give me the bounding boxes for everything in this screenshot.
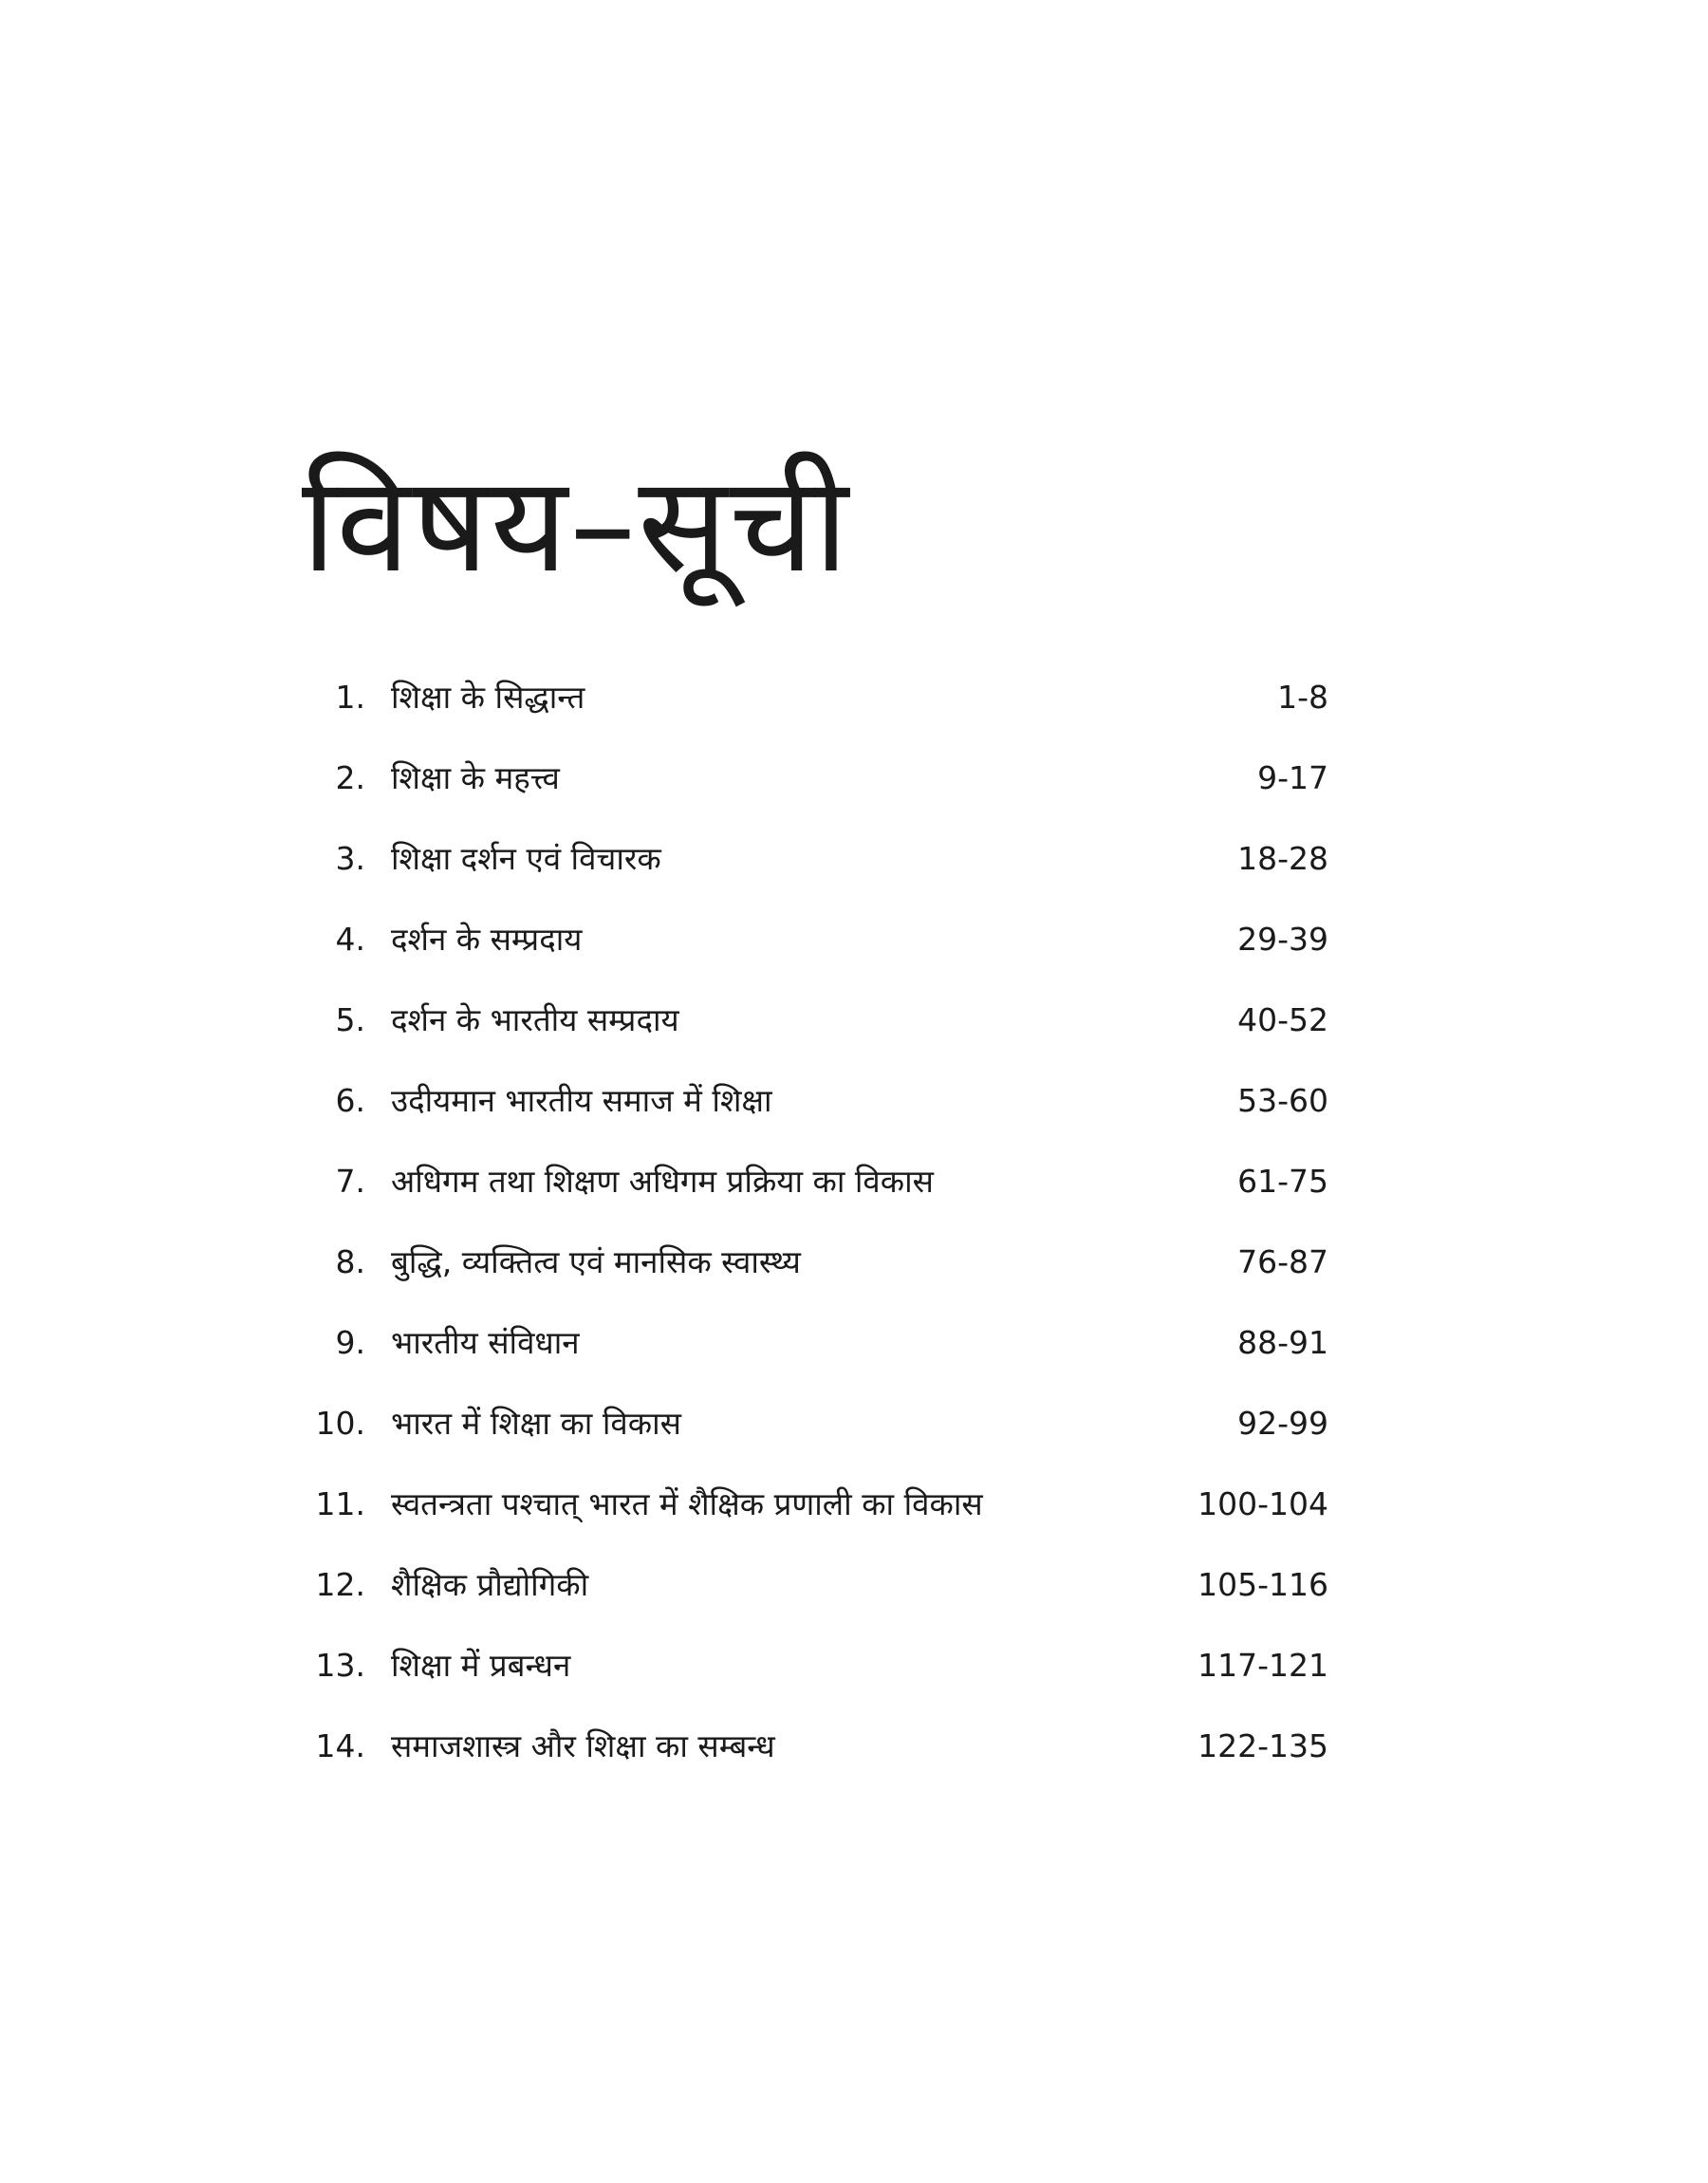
toc-entry-pages: 53-60 [1237,1082,1328,1119]
toc-entry-pages: 18-28 [1237,840,1328,877]
toc-entry-title: शिक्षा के महत्त्व [391,759,560,796]
page-title: विषय–सूची [302,447,851,603]
toc-entry-number: 3. [335,840,365,877]
toc-entry-number: 14. [315,1727,365,1764]
toc-entry-title: शिक्षा के सिद्धान्त [391,679,585,716]
toc-entry[interactable] [304,750,1328,830]
toc-entry-number: 2. [335,759,365,796]
toc-entry-number: 11. [315,1485,365,1522]
toc-entry-number: 12. [315,1566,365,1603]
toc-entry-pages: 100-104 [1197,1485,1328,1522]
toc-entry-pages: 9-17 [1257,759,1328,796]
toc-entry-pages: 122-135 [1197,1727,1328,1764]
toc-entry-pages: 29-39 [1237,921,1328,958]
toc-entry-pages: 105-116 [1197,1566,1328,1603]
toc-entry[interactable] [304,1234,1328,1315]
toc-entry-title: शैक्षिक प्रौद्योगिकी [391,1566,589,1603]
toc-entry[interactable] [304,830,1328,911]
toc-entry-title: स्वतन्त्रता पश्चात् भारत में शैक्षिक प्रणाली का विकास [391,1485,983,1522]
toc-entry-pages: 117-121 [1197,1647,1328,1684]
toc-entry-pages: 92-99 [1237,1405,1328,1442]
toc-entry-number: 4. [335,921,365,958]
toc-entry-pages: 1-8 [1277,679,1328,716]
toc-entry[interactable] [304,911,1328,992]
table-of-contents [304,669,1328,1799]
toc-entry-number: 7. [335,1163,365,1200]
toc-entry-number: 13. [315,1647,365,1684]
toc-entry[interactable] [304,669,1328,750]
toc-entry-number: 1. [335,679,365,716]
toc-entry-title: बुद्धि, व्यक्तित्व एवं मानसिक स्वास्थ्य [391,1243,801,1280]
toc-entry-pages: 61-75 [1237,1163,1328,1200]
toc-entry[interactable] [304,992,1328,1073]
toc-entry-title: उदीयमान भारतीय समाज में शिक्षा [391,1082,772,1119]
toc-entry-number: 8. [335,1243,365,1280]
toc-entry-title: भारतीय संविधान [391,1324,580,1361]
toc-entry-number: 10. [315,1405,365,1442]
toc-entry-pages: 40-52 [1237,1001,1328,1038]
toc-entry-pages: 76-87 [1237,1243,1328,1280]
toc-entry[interactable] [304,1637,1328,1718]
toc-entry-title: भारत में शिक्षा का विकास [391,1405,681,1442]
toc-entry-number: 9. [335,1324,365,1361]
toc-entry-title: शिक्षा दर्शन एवं विचारक [391,840,661,877]
toc-entry-number: 5. [335,1001,365,1038]
toc-entry[interactable] [304,1476,1328,1557]
toc-entry-title: शिक्षा में प्रबन्धन [391,1647,571,1684]
toc-entry-title: दर्शन के भारतीय सम्प्रदाय [391,1001,679,1038]
toc-entry[interactable] [304,1718,1328,1799]
toc-entry-title: अधिगम तथा शिक्षण अधिगम प्रक्रिया का विकास [391,1163,934,1200]
toc-entry-pages: 88-91 [1237,1324,1328,1361]
toc-entry[interactable] [304,1557,1328,1637]
toc-entry[interactable] [304,1073,1328,1153]
toc-entry-number: 6. [335,1082,365,1119]
toc-entry[interactable] [304,1395,1328,1476]
toc-entry-title: समाजशास्त्र और शिक्षा का सम्बन्ध [391,1727,775,1764]
toc-entry[interactable] [304,1153,1328,1234]
toc-entry-title: दर्शन के सम्प्रदाय [391,921,583,958]
toc-entry[interactable] [304,1315,1328,1395]
